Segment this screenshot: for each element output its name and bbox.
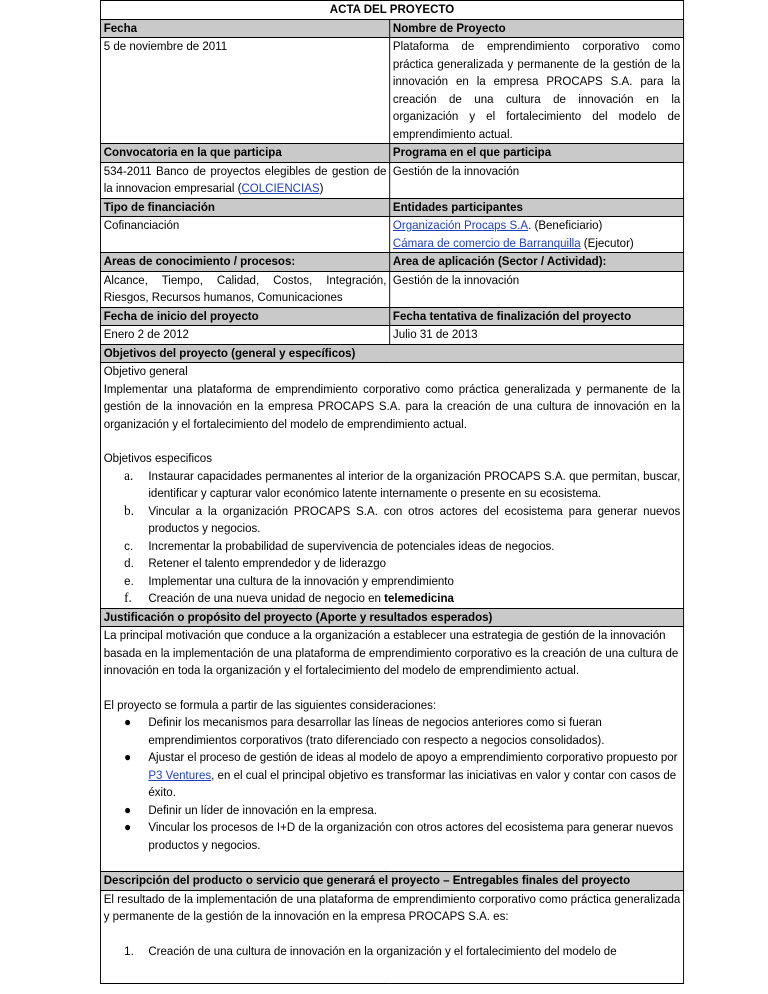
list-marker: c. xyxy=(124,538,134,553)
descripcion-paragraph: El resultado de la implementación de una plataforma de emprendimiento corporativo como práctica generalizada y permanente de la gestión de la innovación en la empresa PROCAPS S.A. es: xyxy=(103,891,681,923)
list-item-text: Incrementar la probabilidad de supervivencia de potenciales ideas de negocios. xyxy=(148,538,555,553)
fin-label: Fecha tentativa de finalización del proyecto xyxy=(390,307,684,326)
header-row-fecha xyxy=(100,19,683,38)
objetivo-general-label: Objetivo general xyxy=(103,364,188,378)
list-item xyxy=(104,573,681,591)
value-row-convocatoria xyxy=(100,162,683,198)
header-row-objetivos xyxy=(100,344,683,363)
financiacion-value: Cofinanciación xyxy=(100,217,389,253)
entidad-item xyxy=(393,217,680,235)
list-item-text: , en el cual el principal objetivo es transformar las iniciativas en valor y contar con casos de éxito. xyxy=(148,767,677,799)
list-marker: f. xyxy=(124,591,132,606)
list-item-text: Implementar una cultura de la innovación y emprendimiento xyxy=(148,573,454,588)
list-item-bold-text: telemedicina xyxy=(384,591,454,605)
bullet-icon: ● xyxy=(124,750,132,764)
p3-ventures-link[interactable]: P3 Ventures xyxy=(148,767,212,782)
programa-value: Gestión de la innovación xyxy=(390,162,684,198)
entidad-role: (Ejecutor) xyxy=(580,235,634,250)
nombre-label: Nombre de Proyecto xyxy=(390,19,684,38)
list-item-text: Creación de una nueva unidad de negocio en xyxy=(148,591,385,605)
list-item xyxy=(104,819,681,854)
areas-label: Areas de conocimiento / procesos: xyxy=(100,253,389,272)
header-row-justificacion xyxy=(100,608,683,627)
bullet-icon: ● xyxy=(124,820,132,834)
list-item-text: Vincular los procesos de I+D de la organización con otros actores del ecosistema para generar nuevos productos y negocios. xyxy=(148,820,674,852)
charter-table xyxy=(100,0,684,984)
entidades-label: Entidades participantes xyxy=(390,198,684,217)
fecha-value: 5 de noviembre de 2011 xyxy=(100,38,389,144)
list-item xyxy=(104,943,681,983)
objetivos-body xyxy=(100,363,683,609)
value-row-objetivos xyxy=(100,363,683,609)
list-item xyxy=(104,555,681,573)
list-item-text: Instaurar capacidades permanentes al interior de la organización PROCAPS S.A. que permitan, buscar, identificar y capturar valor económico latente internamente o presente en su ecosistema. xyxy=(148,468,681,500)
objetivos-especificos-list xyxy=(104,468,681,608)
justificacion-paragraph: La principal motivación que conduce a la organización a establecer una estrategia de gestión de la innovación basada en la implementación de una plataforma de emprendimiento corporativo es la creación de una cultura de innovación en toda la organización y el fortalecimiento del modelo de emprendimiento actual. xyxy=(103,628,679,677)
list-item xyxy=(104,802,681,820)
list-item xyxy=(104,714,681,749)
programa-label: Programa en el que participa xyxy=(390,144,684,163)
aplicacion-value: Gestión de la innovación xyxy=(390,271,684,307)
list-item xyxy=(104,503,681,538)
list-marker: a. xyxy=(124,468,134,484)
value-row-fechas xyxy=(100,326,683,345)
justificacion-body xyxy=(100,627,683,872)
value-row-justificacion xyxy=(100,627,683,872)
value-row-fecha xyxy=(100,38,683,144)
header-row-convocatoria xyxy=(100,144,683,163)
convocatoria-value: 534-2011 Banco de proyectos elegibles de gestion de la innovacion empresarial (COLCIENCIAS) xyxy=(100,162,389,198)
convocatoria-label: Convocatoria en la que participa xyxy=(100,144,389,163)
entregables-list xyxy=(104,943,681,983)
camara-comercio-link[interactable]: Cámara de comercio de Barranquilla xyxy=(392,235,581,250)
objetivos-especificos-label: Objetivos especificos xyxy=(103,451,212,465)
header-row-financiacion xyxy=(100,198,683,217)
inicio-value: Enero 2 de 2012 xyxy=(100,326,389,345)
objetivo-general-text: Implementar una plataforma de emprendimiento corporativo como práctica generalizada y permanente de la gestión de la innovación en la empresa PROCAPS S.A. para la creación de una cultura de innovación en la organización y el fortalecimiento del modelo de emprendimiento actual. xyxy=(103,381,681,431)
fin-value: Julio 31 de 2013 xyxy=(390,326,684,345)
header-row-areas xyxy=(100,253,683,272)
entidad-item xyxy=(393,235,680,253)
list-item xyxy=(104,590,681,608)
fecha-label: Fecha xyxy=(100,19,389,38)
header-row-fechas xyxy=(100,307,683,326)
bullet-icon: ● xyxy=(124,802,132,817)
list-marker: d. xyxy=(124,556,134,570)
document-title: ACTA DEL PROYECTO xyxy=(100,1,683,20)
title-row xyxy=(100,1,683,20)
list-marker: b. xyxy=(124,503,134,519)
nombre-value: Plataforma de emprendimiento corporativo como práctica generalizada y permanente de la gestión de la innovación en la empresa PROCAPS S.A. para la creación de una cultura de innovación en la organización y el fortalecimiento del modelo de emprendimiento actual. xyxy=(390,38,684,144)
list-item xyxy=(104,468,681,503)
aplicacion-label: Area de aplicación (Sector / Actividad): xyxy=(390,253,684,272)
entidades-value xyxy=(390,217,684,253)
objetivos-label: Objetivos del proyecto (general y específicos) xyxy=(100,344,683,363)
bullet-icon: ● xyxy=(124,715,132,729)
justificacion-label: Justificación o propósito del proyecto (Aporte y resultados esperados) xyxy=(100,608,683,627)
list-item xyxy=(104,538,681,556)
justificacion-intro: El proyecto se formula a partir de las siguientes consideraciones: xyxy=(103,697,437,712)
areas-value: Alcance, Tiempo, Calidad, Costos, Integración, Riesgos, Recursos humanos, Comunicaciones xyxy=(100,271,389,307)
list-item-text: Ajustar el proceso de gestión de ideas al modelo de apoyo a emprendimiento corporativo propuesto por xyxy=(148,750,678,764)
list-item-text: Vincular a la organización PROCAPS S.A. con otros actores del ecosistema para generar nuevos productos y negocios. xyxy=(148,503,681,535)
value-row-areas xyxy=(100,271,683,307)
list-item-text: Retener el talento emprendedor y de liderazgo xyxy=(148,556,387,570)
financiacion-label: Tipo de financiación xyxy=(100,198,389,217)
colciencias-link[interactable]: COLCIENCIAS xyxy=(241,181,320,195)
list-item-text: Definir los mecanismos para desarrollar las líneas de negocios anteriores como si fueran emprendimientos corporativos (trato diferenciado con respecto a negocios consolidados). xyxy=(148,715,605,747)
list-marker: 1. xyxy=(124,943,134,958)
consideraciones-list xyxy=(104,714,681,854)
descripcion-body xyxy=(100,890,683,983)
list-item-text: Definir un líder de innovación en la empresa. xyxy=(148,802,378,817)
list-item xyxy=(104,749,681,802)
project-charter-document xyxy=(100,0,684,984)
list-marker: e. xyxy=(124,573,134,588)
value-row-financiacion xyxy=(100,217,683,253)
list-item-text: Creación de una cultura de innovación en la organización y el fortalecimiento del modelo de xyxy=(148,943,617,958)
procaps-link[interactable]: Organización Procaps S.A xyxy=(392,218,529,232)
descripcion-label: Descripción del producto o servicio que generará el proyecto – Entregables finales del proyecto xyxy=(100,872,683,891)
entidad-role: . (Beneficiario) xyxy=(528,218,603,232)
inicio-label: Fecha de inicio del proyecto xyxy=(100,307,389,326)
value-row-descripcion xyxy=(100,890,683,983)
header-row-descripcion xyxy=(100,872,683,891)
convocatoria-text: 534-2011 Banco de proyectos elegibles de gestion de la innovacion empresarial xyxy=(103,163,387,195)
